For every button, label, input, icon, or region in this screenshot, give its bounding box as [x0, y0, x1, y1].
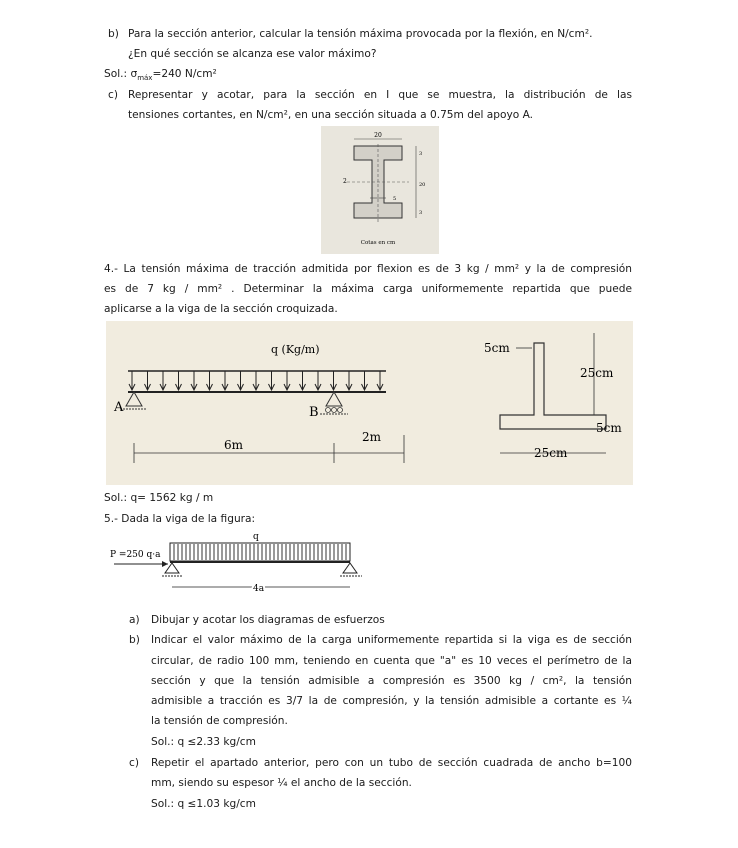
dim-right-bot: 3: [419, 210, 423, 216]
paragraph-line: circular, de radio 100 mm, teniendo en cuenta que "a" es 10 veces el perímetro de la: [151, 655, 632, 667]
paragraph-line: la tensión de compresión.: [151, 715, 288, 727]
dim-web-label: 5: [393, 196, 397, 202]
support-a-label: A: [114, 400, 124, 415]
beam-figure-problem5: [108, 527, 368, 599]
paragraph-line: tensiones cortantes, en N/cm², en una sección situada a 0.75m del apoyo A.: [128, 109, 534, 121]
span2-label: 2m: [362, 430, 382, 444]
paragraph-line: es de 7 kg / mm² . Determinar la máxima carga uniformemente repartida que puede: [104, 283, 632, 295]
span-label: 4a: [253, 584, 265, 594]
item-label-a: a): [129, 614, 140, 626]
item-label-c: c): [129, 757, 139, 769]
dim-left: 2: [343, 178, 347, 185]
solution-value: =240 N/cm²: [152, 68, 217, 80]
solution-line: Sol.: q= 1562 kg / m: [104, 492, 214, 504]
sec-height-label: 25cm: [580, 366, 614, 380]
item-label-b: b): [129, 634, 140, 646]
support-b-label: B: [309, 405, 319, 420]
paragraph-line: admisible a tracción es 3/7 la de compresión, y la tensión admisible a cortante es ¼: [151, 695, 632, 707]
sigma-symbol: σ: [130, 68, 138, 80]
force-label: P =250 q·a: [110, 550, 161, 560]
force-arrowhead: [162, 561, 168, 567]
paragraph-line: sección y que la tensión admisible a compresión es 3500 kg / cm², la tensión: [151, 675, 632, 687]
figure-background: [106, 321, 633, 485]
dim-top: 20: [374, 132, 382, 139]
sec-flange-label: 5cm: [596, 421, 622, 435]
sigma-subscript: máx: [137, 74, 153, 83]
solution-label: Sol.:: [104, 68, 128, 80]
paragraph-line: Dibujar y acotar los diagramas de esfuerzos: [151, 614, 385, 626]
span1-label: 6m: [224, 438, 244, 452]
problem-title: 5.- Dada la viga de la figura:: [104, 513, 256, 525]
item-label-b: b): [108, 28, 119, 40]
paragraph-line: aplicarse a la viga de la sección croquizada.: [104, 303, 338, 315]
sec-top-label: 5cm: [484, 341, 510, 355]
sec-width-label: 25cm: [534, 446, 568, 460]
paragraph-line: ¿En qué sección se alcanza ese valor máximo?: [128, 48, 377, 60]
paragraph-line: Repetir el apartado anterior, pero con un tubo de sección cuadrada de ancho b=100: [151, 757, 632, 769]
solution-line: Sol.: q ≤1.03 kg/cm: [151, 798, 256, 810]
paragraph-line: Para la sección anterior, calcular la tensión máxima provocada por la flexión, en N/cm².: [128, 28, 593, 40]
dim-right-top: 3: [419, 151, 423, 157]
paragraph-line: mm, siendo su espesor ¼ el ancho de la sección.: [151, 777, 412, 789]
dim-right-mid: 20: [419, 182, 426, 188]
solution-line: [104, 67, 217, 85]
load-q-label: q: [253, 532, 259, 542]
i-section-figure: [321, 126, 439, 254]
paragraph-line: Representar y acotar, para la sección en I que se muestra, la distribución de las: [128, 89, 632, 101]
beam-section-figure: [106, 321, 633, 485]
paragraph-line: Indicar el valor máximo de la carga uniformemente repartida si la viga es de sección: [151, 634, 632, 646]
figure-caption: Cotas en cm: [360, 240, 396, 246]
load-label: q (Kg/m): [271, 343, 320, 356]
support-right: [343, 563, 357, 573]
item-label-c: c): [108, 89, 118, 101]
paragraph-line: 4.- La tensión máxima de tracción admitida por flexion es de 3 kg / mm² y la de compresión: [104, 263, 632, 275]
solution-line: Sol.: q ≤2.33 kg/cm: [151, 736, 256, 748]
distributed-load-block: [170, 543, 350, 561]
